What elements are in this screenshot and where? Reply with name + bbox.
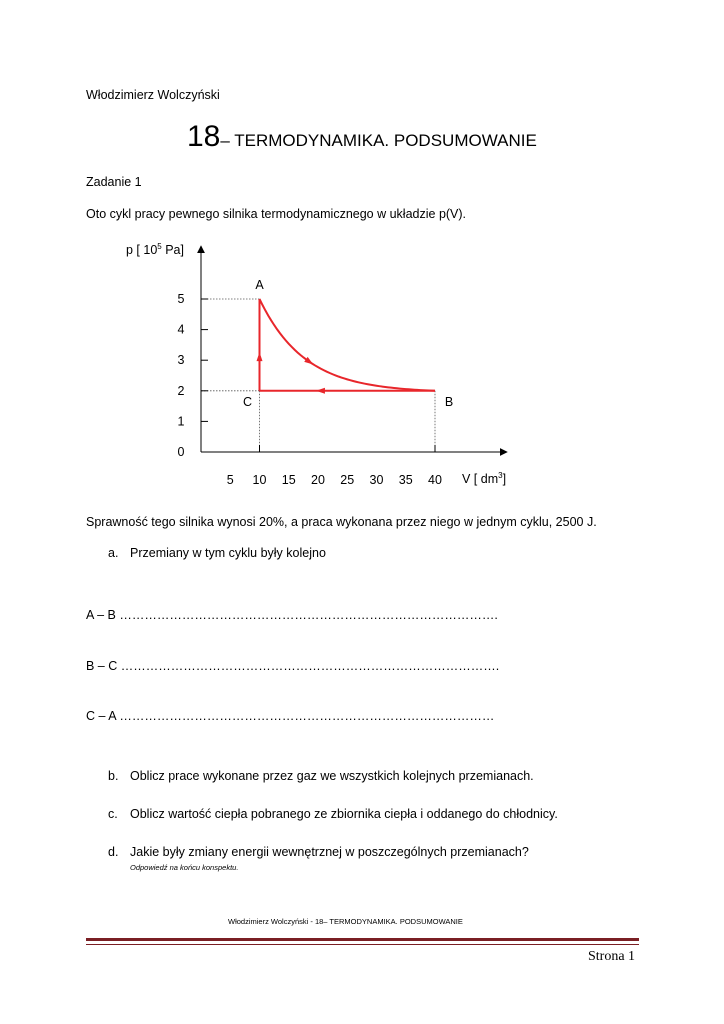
x-tick-label-10: 10 xyxy=(252,473,267,487)
footer-text: Włodzimierz Wolczyński - 18– TERMODYNAMIKA. PODSUMOWANIE xyxy=(228,917,463,926)
y-tick-label-4: 4 xyxy=(177,322,185,337)
y-tick-label-1: 1 xyxy=(177,414,185,429)
efficiency-text: Sprawność tego silnika wynosi 20%, a praca wykonana przez niego w jednym cyklu, 2500 J. xyxy=(86,515,597,529)
point-label-B: B xyxy=(444,394,454,409)
x-tick-label-40: 40 xyxy=(428,473,442,487)
title-text: – TERMODYNAMIKA. PODSUMOWANIE xyxy=(220,131,537,150)
author-header: Włodzimierz Wolczyński xyxy=(86,88,220,102)
blank-a-b: A – B ………………………………………………………………………………. xyxy=(86,608,498,622)
question-b-letter: b. xyxy=(108,769,119,783)
task-label: Zadanie 1 xyxy=(86,175,142,189)
x-tick-label-35: 35 xyxy=(398,473,413,487)
x-tick-label-30: 30 xyxy=(369,473,384,487)
question-d-letter: d. xyxy=(108,845,119,859)
question-c-letter: c. xyxy=(108,807,118,821)
footer-rule-thin xyxy=(86,944,639,945)
cycle-lines xyxy=(257,299,435,394)
blank-b-c: B – C ………………………………………………………………………………. xyxy=(86,659,500,673)
y-tick-label-5: 5 xyxy=(177,292,185,306)
y-tick-label-2: 2 xyxy=(177,383,185,398)
arrow-c-a xyxy=(257,352,263,361)
question-d-text: Jakie były zmiany energii wewnętrznej w poszczególnych przemianach? xyxy=(130,845,529,859)
axis-ticks xyxy=(201,299,435,452)
task-intro: Oto cykl pracy pewnego silnika termodynamicznego w układzie p(V). xyxy=(86,207,467,221)
title-number: 18 xyxy=(187,120,221,153)
process-a-b-curve xyxy=(260,299,436,391)
question-b-text: Oblicz prace wykonane przez gaz we wszystkich kolejnych przemianach. xyxy=(130,769,534,783)
y-axis-label: p [ $10^5$ Pa] xyxy=(126,242,184,257)
x-tick-label-15: 15 xyxy=(281,473,296,487)
pv-chart xyxy=(110,232,530,494)
question-a-text: Przemiany w tym cyklu były kolejno xyxy=(130,546,326,560)
point-label-C: C xyxy=(242,394,253,409)
arrow-b-c xyxy=(316,388,325,394)
guide-lines xyxy=(201,299,435,452)
page-title xyxy=(187,120,537,154)
x-tick-label-20: 20 xyxy=(311,473,325,487)
x-axis-label: V [ $dm^3$] xyxy=(462,471,507,486)
y-tick-label-3: 3 xyxy=(177,353,185,368)
x-tick-label-5: 5 xyxy=(226,473,234,487)
blank-c-a: C – A ……………………………………………………………………………… xyxy=(86,709,495,723)
page-number: Strona 1 xyxy=(588,949,636,964)
chart-labels xyxy=(178,278,454,487)
x-tick-label-25: 25 xyxy=(340,473,355,487)
footer-rule-thick xyxy=(86,938,639,941)
question-a-letter: a. xyxy=(108,546,119,560)
point-label-A: A xyxy=(255,278,264,292)
question-c-text: Oblicz wartość ciepła pobranego ze zbiornika ciepła i oddanego do chłodnicy. xyxy=(130,807,558,821)
y-tick-label-0: 0 xyxy=(177,445,185,459)
answer-note: Odpowiedź na końcu konspektu. xyxy=(130,863,239,872)
